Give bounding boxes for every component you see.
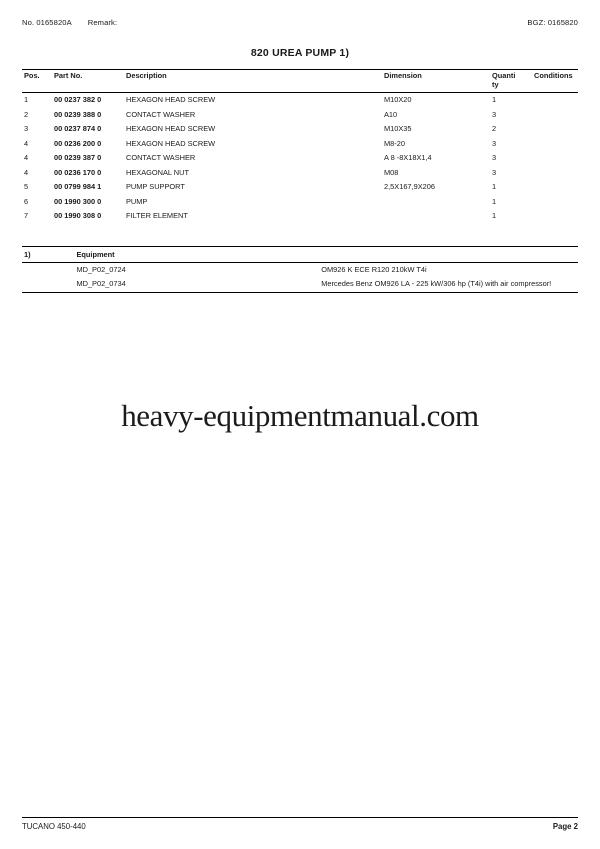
equipment-code: MD_P02_0734 [76,279,126,289]
cell-dimension: A10 [384,109,398,119]
cell-quantity: 1 [492,95,497,105]
table-row [22,195,578,210]
cell-description: CONTACT WASHER [126,109,196,119]
equipment-heading: Equipment [74,246,578,262]
cell-description: HEXAGON HEAD SCREW [126,124,216,134]
column-header-partno: Part No. [52,70,124,93]
list-item [22,277,578,293]
cell-quantity: 3 [492,109,497,119]
equipment-marker: 1) [22,246,74,262]
footer-rule [22,817,578,818]
cell-dimension: A 8 -8X18X1,4 [384,153,432,163]
cell-dimension: M10X20 [384,95,412,105]
cell-partno: 00 0239 387 0 [54,153,102,163]
cell-description: HEXAGONAL NUT [126,167,189,177]
cell-pos: 4 [24,153,29,163]
cell-pos: 7 [24,211,29,221]
table-row [22,180,578,195]
cell-quantity: 3 [492,153,497,163]
equipment-spacer [22,262,74,277]
column-header-quantity-line1: Quanti [492,71,516,80]
cell-dimension [382,195,490,210]
column-header-conditions: Conditions [532,70,578,93]
cell-description: HEXAGON HEAD SCREW [126,95,216,105]
column-header-description: Description [124,70,382,93]
cell-conditions [532,108,578,123]
table-row [22,137,578,152]
cell-quantity: 1 [492,182,497,192]
equipment-heading-row [22,246,578,262]
cell-pos: 3 [24,124,29,134]
cell-pos: 6 [24,196,29,206]
remark-label: Remark: [87,18,118,27]
cell-pos: 1 [24,95,29,105]
table-row [22,151,578,166]
cell-quantity: 3 [492,167,497,177]
cell-quantity: 1 [492,211,497,221]
cell-conditions [532,166,578,181]
document-footer [22,817,578,831]
cell-partno: 00 0237 874 0 [54,124,102,134]
equipment-code: MD_P02_0724 [76,265,126,275]
cell-conditions [532,151,578,166]
cell-partno: 00 0236 170 0 [54,167,102,177]
document-header [22,18,578,27]
cell-conditions [532,180,578,195]
table-header-row [22,70,578,93]
cell-conditions [532,209,578,224]
document-number: No. 0165820A [22,18,72,27]
list-item [22,262,578,277]
cell-dimension: 2,5X167,9X206 [384,182,435,192]
table-row [22,93,578,108]
cell-dimension [382,209,490,224]
page-title: 820 UREA PUMP 1) [250,47,350,59]
cell-pos: 4 [24,167,29,177]
cell-description: PUMP [126,196,148,206]
cell-pos: 4 [24,138,29,148]
column-header-dimension: Dimension [382,70,490,93]
parts-table-body [22,93,578,224]
cell-description: CONTACT WASHER [126,153,196,163]
cell-description: PUMP SUPPORT [126,182,185,192]
cell-partno: 00 0237 382 0 [54,95,102,105]
cell-pos: 5 [24,182,29,192]
equipment-table [22,246,578,293]
cell-dimension: M8-20 [384,138,405,148]
equipment-text: OM926 K ECE R120 210kW T4i [321,265,427,275]
column-header-quantity-line2: ty [492,79,499,89]
cell-dimension: M08 [384,167,399,177]
cell-dimension: M10X35 [384,124,412,134]
equipment-bottom-rule [22,292,578,293]
table-row [22,166,578,181]
column-header-pos: Pos. [22,70,52,93]
cell-conditions [532,122,578,137]
column-header-quantity [490,70,532,93]
table-row [22,209,578,224]
parts-table [22,69,578,224]
equipment-text: Mercedes Benz OM926 LA - 225 kW/306 hp (T4i) with air compressor! [321,279,552,289]
cell-partno: 00 1990 300 0 [54,196,102,206]
cell-quantity: 1 [492,196,497,206]
cell-quantity: 3 [492,138,497,148]
cell-partno: 00 0236 200 0 [54,138,102,148]
cell-description: HEXAGON HEAD SCREW [126,138,216,148]
watermark: heavy-equipmentmanual.com [121,398,479,433]
table-row [22,122,578,137]
cell-conditions [532,93,578,108]
cell-description: FILTER ELEMENT [126,211,188,221]
cell-quantity: 2 [492,124,497,134]
cell-partno: 00 0799 984 1 [54,182,102,192]
cell-partno: 00 0239 388 0 [54,109,102,119]
cell-partno: 00 1990 308 0 [54,211,102,221]
table-row [22,108,578,123]
footer-model: TUCANO 450-440 [22,822,86,831]
footer-page-number: Page 2 [552,822,578,831]
cell-conditions [532,137,578,152]
equipment-section [22,246,578,294]
cell-pos: 2 [24,109,29,119]
equipment-spacer [22,277,74,293]
cell-conditions [532,195,578,210]
bgz-number: BGZ: 0165820 [527,18,578,27]
